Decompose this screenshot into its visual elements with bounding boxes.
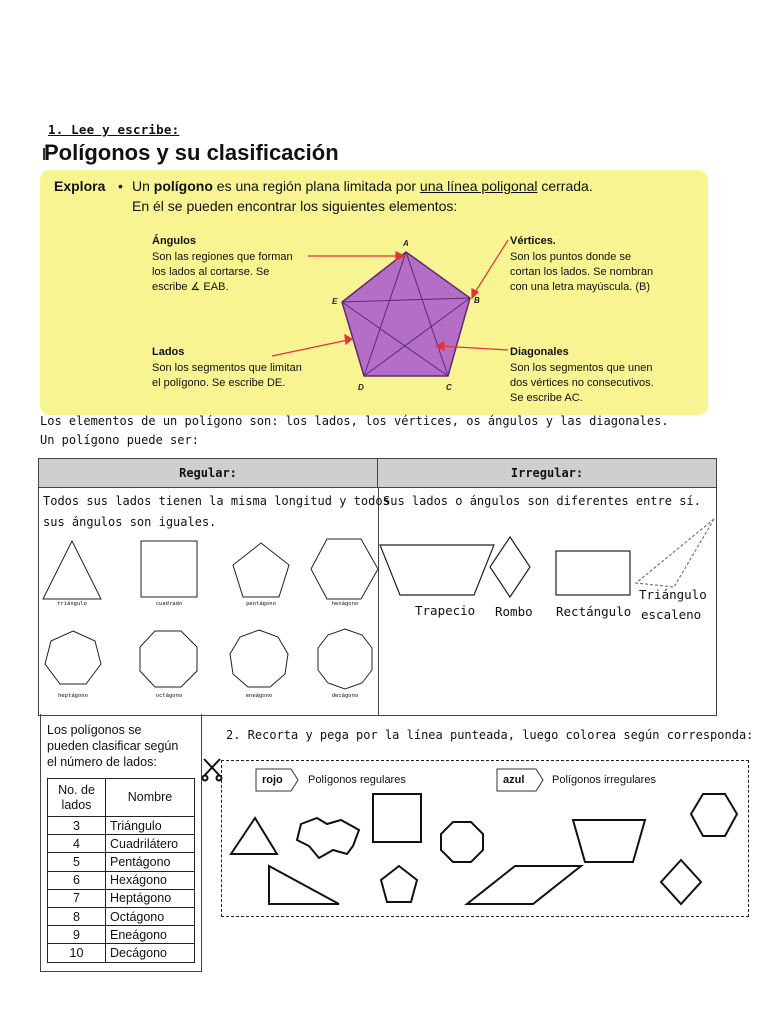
irregular-header: Irregular: (378, 459, 716, 488)
cut-pentagon (381, 866, 417, 902)
cut-hexagon (691, 794, 737, 836)
cut-rhombus (661, 860, 701, 904)
rectangle-shape (556, 551, 630, 595)
label-hexagono: hexágono (331, 601, 359, 607)
sides-label: Lados Son los segmentos que limitan el polígono. Se escribe DE. (152, 346, 302, 389)
octagon-shape (140, 631, 197, 687)
table-row: 4 Cuadrilátero (48, 835, 195, 853)
polygon-can-be: Un polígono puede ser: (40, 433, 199, 447)
classification-table (38, 458, 717, 716)
vertex-label-b: B (474, 296, 480, 305)
hexagon-shape (311, 539, 378, 599)
table-row: 3 Triángulo (48, 817, 195, 835)
cut-right-triangle (269, 866, 339, 904)
label-escaleno: escaleno (641, 607, 702, 622)
polygon-definition: Un polígono es una región plana limitada por una línea poligonal cerrada. (132, 178, 593, 194)
cut-irregular-polygon (297, 818, 359, 858)
cut-square (373, 794, 421, 842)
label-triangulo-irregular: Triángulo (639, 587, 707, 602)
sides-table (47, 778, 195, 963)
table-header-row (48, 779, 195, 817)
diagonals-label: Diagonales Son los segmentos que unen dos vértices no consecutivos. Se escribe AC. (510, 346, 654, 404)
activity-1-instruction: 1. Lee y escribe: (48, 122, 180, 137)
vertices-arrow (474, 240, 508, 294)
square-shape (141, 541, 197, 597)
tag-irregular-label: Polígonos irregulares (552, 774, 656, 786)
scalene-triangle-shape (636, 519, 714, 587)
label-heptagono: heptágono (58, 693, 88, 699)
triangle-shape (43, 541, 101, 599)
elements-intro: En él se pueden encontrar los siguientes elementos: (132, 198, 458, 214)
activity-2-instruction: 2. Recorta y pega por la línea punteada, luego colorea según corresponda: (226, 728, 754, 742)
cut-out-shapes (221, 790, 749, 916)
vertex-label-a: A (403, 239, 409, 248)
tag-regular-label: Polígonos regulares (308, 774, 406, 786)
label-pentagono: pentágono (246, 601, 276, 607)
explora-label: Explora (54, 178, 106, 194)
regular-shapes (39, 529, 378, 709)
sides-arrow (272, 340, 348, 356)
trapezoid-shape (380, 545, 494, 595)
table-row: 7 Heptágono (48, 889, 195, 907)
label-rombo: Rombo (495, 604, 533, 619)
table-row: 10 Decágono (48, 944, 195, 962)
tag-rojo: rojo (262, 774, 283, 786)
irregular-description: Sus lados o ángulos son diferentes entre sí. (383, 494, 701, 508)
regular-header: Regular: (39, 459, 378, 488)
tag-azul: azul (503, 774, 525, 786)
label-decagono: decágono (331, 693, 359, 699)
vertex-label-e: E (332, 297, 338, 306)
col-sides-header: No. de lados (48, 779, 106, 817)
pentagon-diagram (40, 170, 708, 415)
rhombus-shape (490, 537, 530, 597)
heptagon-shape (45, 631, 101, 684)
sides-table-caption: Los polígonos se pueden clasificar según el número de lados: (47, 723, 179, 769)
label-triangulo: triángulo (57, 601, 87, 607)
label-eneagono: eneágono (245, 693, 273, 699)
vertex-label-c: C (446, 383, 452, 392)
table-row: 8 Octágono (48, 907, 195, 925)
regular-description: Todos sus lados tienen la misma longitud y todos sus ángulos son iguales. (43, 494, 390, 529)
table-row: 6 Hexágono (48, 871, 195, 889)
label-octagono: octágono (155, 693, 183, 699)
sides-table-box (40, 714, 202, 972)
cut-triangle (231, 818, 277, 854)
pentagon-shape (342, 252, 470, 376)
nonagon-shape (230, 630, 288, 687)
col-name-header: Nombre (106, 779, 195, 817)
explora-bullet: • (118, 178, 123, 194)
label-cuadrado: cuadrado (155, 601, 183, 607)
page-title: Polígonos y su clasificación (44, 140, 339, 165)
label-trapecio: Trapecio (415, 603, 476, 618)
vertices-label: Vértices. Son los puntos donde se cortan los lados. Se nombran con una letra mayúscula. (B) (510, 235, 654, 293)
cut-octagon (441, 822, 483, 862)
vertex-label-d: D (358, 383, 364, 392)
table-row: 9 Eneágono (48, 926, 195, 944)
cut-parallelogram (467, 866, 581, 904)
elements-summary: Los elementos de un polígono son: los lados, los vértices, os ángulos y las diagonales. (40, 414, 669, 428)
label-rectangulo: Rectángulo (556, 604, 632, 619)
table-row: 5 Pentágono (48, 853, 195, 871)
cut-trapezoid (573, 820, 645, 862)
decagon-shape (318, 629, 372, 689)
explora-box (40, 170, 708, 415)
pentagon-regular-shape (233, 543, 289, 597)
angles-label: Ángulos Son las regiones que forman los lados al cortarse. Se escribe ∡ EAB. (152, 235, 293, 293)
